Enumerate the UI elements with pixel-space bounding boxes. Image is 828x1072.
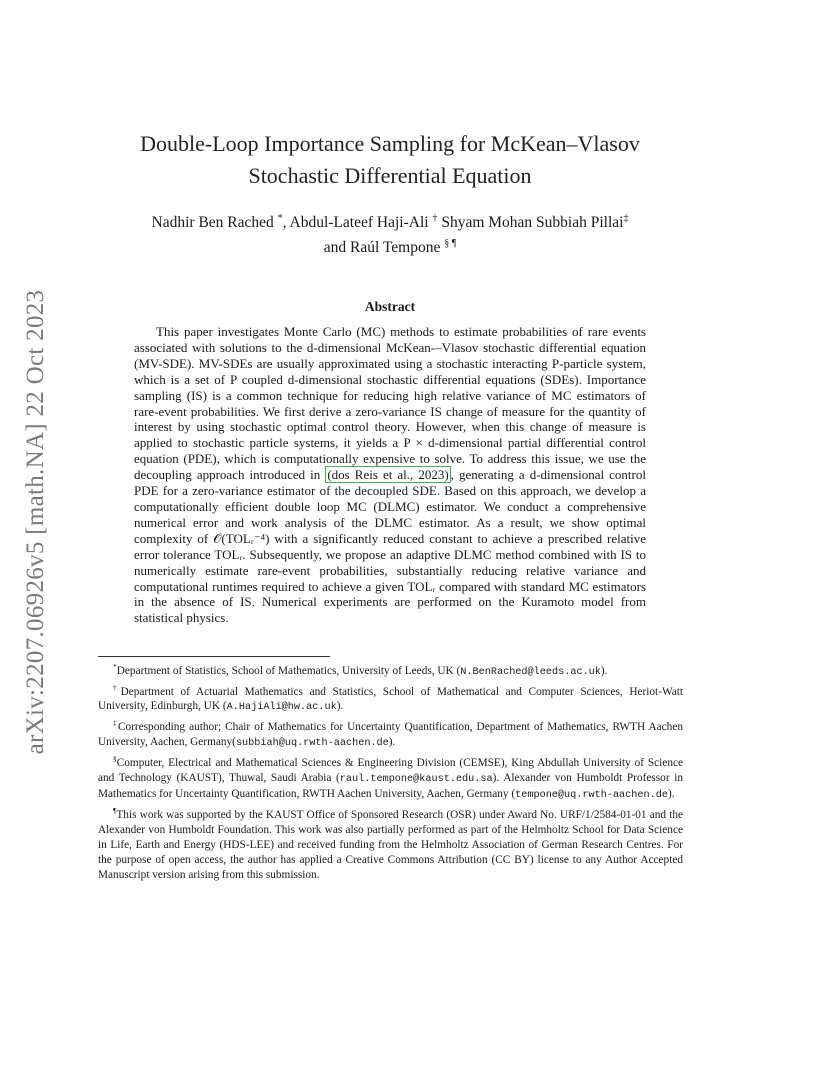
citation-link[interactable]: (dos Reis et al., 2023) — [327, 467, 449, 483]
footnote-rule — [98, 656, 330, 657]
arxiv-identifier — [20, 268, 52, 776]
arxiv-identifier-text: arXiv:2207.06926v5 [math.NA] 22 Oct 2023 — [22, 289, 49, 755]
footnote-text: Computer, Electrical and Mathematical Sciences & Engineering Division (CEMSE), King Abdullah University of Science and Technology (KAUST), Thuwal, Saudi Arabia ( — [98, 756, 683, 784]
email-link[interactable]: subbiah@uq.rwth-aachen.de — [235, 737, 389, 749]
abstract-paragraph — [134, 324, 646, 626]
footnote-text: Corresponding author; Chair of Mathematics for Uncertainty Quantification, Department of Mathematics, RWTH Aachen University, Aachen, Germany( — [98, 721, 683, 748]
footnote-text: ). Alexander von Humboldt Professor in Mathematics for Uncertainty Quantification, RWTH Aachen University, Aachen, Germany ( — [98, 771, 683, 801]
footnote-marker[interactable]: * — [277, 213, 283, 224]
author-name: Nadhir Ben Rached — [151, 214, 274, 232]
email-link[interactable]: A.HajiAli@hw.ac.uk — [226, 702, 337, 714]
author-line-2 — [90, 233, 690, 258]
author-name: , Abdul-Lateef Haji-Ali — [282, 214, 429, 232]
title-line-2: Stochastic Differential Equation — [248, 163, 532, 188]
abstract-body — [134, 324, 646, 626]
footnote-text: ). — [600, 664, 608, 677]
abstract-text: , generating a d-dimensional control PDE for a zero-variance estimator of the decoupled SDE. Based on this approach, we develop a computationally efficient double loop MC (DLMC) estimator. We conduct a comprehensive numerical error and work analysis of the DLMC estimator. As a result, we show optimal complexity of 𝒪(TOLᵣ⁻⁴) with a significantly reduced constant to achieve a prescribed relative error tolerance TOLᵣ. Subsequently, we propose an adaptive DLMC method combined with IS to numerically estimate rare-event probabilities, substantially reducing relative variance and computational runtimes required to achieve a given TOLᵣ compared with standard MC estimators in the absence of IS. Numerical experiments are performed on the Kuramoto model from statistical physics. — [134, 467, 646, 626]
footnote-mark: * — [113, 662, 117, 671]
footnote-mark: † — [113, 682, 121, 692]
title-line-1: Double-Loop Importance Sampling for McKean–Vlasov — [140, 131, 640, 156]
footnote-text: Department of Actuarial Mathematics and Statistics, School of Mathematical and Computer Sciences, Heriot-Watt University, Edinburgh, UK ( — [98, 685, 683, 713]
author-line-1 — [90, 208, 690, 233]
footnote-5 — [98, 804, 683, 882]
footnote-mark: § — [113, 753, 117, 763]
email-link[interactable]: N.BenRached@leeds.ac.uk — [460, 666, 601, 678]
abstract-heading: Abstract — [364, 299, 416, 314]
footnote-text: ). — [667, 788, 675, 801]
footnote-text: ). — [388, 735, 396, 748]
footnote-marker[interactable]: ‡ — [623, 213, 629, 224]
footnote-3 — [98, 716, 683, 752]
footnote-mark: ¶ — [113, 806, 117, 816]
footnote-4 — [98, 752, 683, 804]
footnote-text: Department of Statistics, School of Mathematics, University of Leeds, UK ( — [116, 664, 461, 677]
author-list — [90, 208, 690, 258]
footnote-marker[interactable]: § ¶ — [444, 238, 457, 250]
footnote-marker[interactable]: † — [432, 213, 438, 224]
footnote-text: This work was supported by the KAUST Office of Sponsored Research (OSR) under Award No. URF/1/2584-01-01 and the Alexander von Humboldt Foundation. This work was also partially performed as part of the Helmholtz School for Data Science in Life, Earth and Energy (HDS-LEE) and received funding from the Helmholtz Association of German Research Centres. For the purpose of open access, the author has applied a Creative Commons Attribution (CC BY) license to any Author Accepted Manuscript version arising from this submission. — [98, 809, 683, 881]
paper-title — [100, 128, 680, 192]
footnotes — [98, 660, 683, 883]
footnote-1 — [98, 660, 683, 681]
footnote-mark: ‡ — [113, 718, 118, 728]
email-link[interactable]: tempone@uq.rwth-aachen.de — [515, 790, 668, 802]
email-link[interactable]: raul.tempone@kaust.edu.sa — [339, 773, 493, 785]
footnote-text: ). — [336, 700, 344, 713]
abstract-text: This paper investigates Monte Carlo (MC) methods to estimate probabilities of rare events associated with solutions to the d-dimensional McKean-–Vlasov stochastic differential equation (MV-SDE). MV-SDEs are usually approximated using a stochastic interacting P-particle system, which is a set of P coupled d-dimensional stochastic differential equations (SDEs). Importance sampling (IS) is a common technique for reducing high relative variance of MC estimators of rare-event probabilities. We first derive a zero-variance IS change of measure for the quantity of interest by using stochastic optimal control theory. However, when this change of measure is applied to stochastic particle systems, it yields a P × d-dimensional partial differential control equation (PDE), which is computationally expensive to solve. To address this issue, we use the decoupling approach introduced in — [134, 324, 646, 483]
author-name: Shyam Mohan Subbiah Pillai — [437, 214, 624, 232]
author-name: and Raúl Tempone — [323, 239, 441, 257]
footnote-2 — [98, 681, 683, 717]
